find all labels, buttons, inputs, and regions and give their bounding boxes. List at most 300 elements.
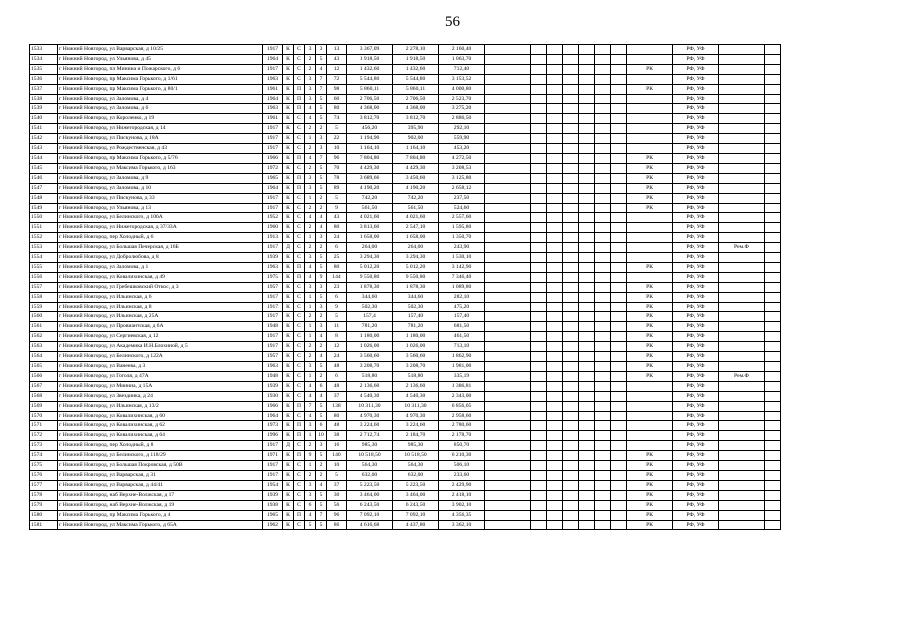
col-22-cell (765, 470, 781, 480)
funding-source-cell: РФ, УФ (673, 342, 719, 352)
col-13-cell (531, 470, 547, 480)
repair-fund-cell (719, 411, 765, 421)
apartments-cell: 140 (327, 451, 347, 461)
living-area-cell: 1 026,00 (393, 342, 439, 352)
table-row (30, 134, 781, 144)
col-22-cell (765, 352, 781, 362)
building-type-cell: П (294, 84, 305, 94)
table-row (30, 243, 781, 253)
living-area-cell: 10 311,30 (393, 401, 439, 411)
col-22-cell (765, 213, 781, 223)
address-cell: г Нижний Новгород, ул Большая Печерская, д 16Б (58, 243, 263, 253)
building-type-cell: С (294, 74, 305, 84)
col-15-cell (563, 223, 579, 233)
row-number-cell: 1577 (30, 480, 58, 490)
repair-fund-cell (719, 233, 765, 243)
table-row (30, 54, 781, 64)
row-number-cell: 1558 (30, 292, 58, 302)
col-22-cell (765, 272, 781, 282)
col-15-cell (563, 391, 579, 401)
col-22-cell (765, 401, 781, 411)
address-cell: г Нижний Новгород, ул Ульянова, д 13 (58, 203, 263, 213)
col-22-cell (765, 480, 781, 490)
col-15-cell (563, 322, 579, 332)
year-built-cell: 1961 (263, 84, 283, 94)
wall-material-cell: К (283, 193, 294, 203)
row-number-cell: 1560 (30, 312, 58, 322)
floors-cell: 5 (316, 183, 327, 193)
address-cell: г Нижний Новгород, ул Ильинская, д 25А (58, 312, 263, 322)
row-number-cell: 1551 (30, 223, 58, 233)
col-12-cell (485, 64, 531, 74)
address-cell: г Нижний Новгород, ул Гребешковский Откос, д 3 (58, 282, 263, 292)
building-type-cell: С (294, 391, 305, 401)
address-cell: г Нижний Новгород, ул Провиантская, д 6А (58, 322, 263, 332)
wall-material-cell: К (283, 312, 294, 322)
col-18-cell (611, 381, 627, 391)
col-14-cell (547, 84, 563, 94)
floors-cell: 7 (316, 84, 327, 94)
row-number-cell: 1545 (30, 163, 58, 173)
living-area-cell: 2 136,60 (393, 381, 439, 391)
living-area-cell: 4 021,60 (393, 213, 439, 223)
living-area-cell: 518,80 (393, 371, 439, 381)
year-built-cell: 1963 (263, 362, 283, 372)
building-type-cell: С (294, 461, 305, 471)
col-13-cell (531, 213, 547, 223)
floors-cell: 5 (316, 253, 327, 263)
total-area-cell: 564,30 (347, 461, 393, 471)
funding-source-cell: РФ, УФ (673, 401, 719, 411)
address-cell: г Нижний Новгород, ул Варварская, д 31 (58, 470, 263, 480)
apartments-cell: 13 (327, 45, 347, 55)
col-22-cell (765, 282, 781, 292)
row-number-cell: 1543 (30, 144, 58, 154)
col-17-cell (595, 213, 611, 223)
apartments-cell: 12 (327, 64, 347, 74)
floors-cell: 10 (316, 431, 327, 441)
residential-area-cell: 850,70 (439, 441, 485, 451)
repair-type-cell: РК (627, 461, 673, 471)
entrances-cell: 1 (305, 332, 316, 342)
col-12-cell (485, 461, 531, 471)
col-12-cell (485, 272, 531, 282)
col-16-cell (579, 64, 595, 74)
building-type-cell: С (294, 441, 305, 451)
living-area-cell: 2 184,70 (393, 431, 439, 441)
col-18-cell (611, 312, 627, 322)
col-16-cell (579, 262, 595, 272)
row-number-cell: 1559 (30, 302, 58, 312)
row-number-cell: 1553 (30, 243, 58, 253)
living-area-cell: 4 190,20 (393, 183, 439, 193)
living-area-cell: 4 429,30 (393, 163, 439, 173)
building-type-cell: С (294, 282, 305, 292)
col-12-cell (485, 193, 531, 203)
table-row (30, 84, 781, 94)
col-15-cell (563, 134, 579, 144)
col-16-cell (579, 421, 595, 431)
col-18-cell (611, 431, 627, 441)
repair-fund-cell (719, 332, 765, 342)
repair-fund-cell (719, 302, 765, 312)
entrances-cell: 6 (305, 500, 316, 510)
col-14-cell (547, 490, 563, 500)
wall-material-cell: К (283, 322, 294, 332)
year-built-cell: 1973 (263, 421, 283, 431)
col-12-cell (485, 342, 531, 352)
apartments-cell: 96 (327, 153, 347, 163)
col-17-cell (595, 193, 611, 203)
year-built-cell: 1961 (263, 114, 283, 124)
repair-type-cell: РК (627, 510, 673, 520)
col-15-cell (563, 500, 579, 510)
wall-material-cell: К (283, 282, 294, 292)
total-area-cell: 4 190,20 (347, 183, 393, 193)
row-number-cell: 1570 (30, 411, 58, 421)
building-type-cell: П (294, 510, 305, 520)
col-12-cell (485, 441, 531, 451)
repair-type-cell (627, 391, 673, 401)
building-type-cell: С (294, 54, 305, 64)
entrances-cell: 3 (305, 45, 316, 55)
col-17-cell (595, 520, 611, 530)
entrances-cell: 2 (305, 342, 316, 352)
col-17-cell (595, 233, 611, 243)
col-17-cell (595, 421, 611, 431)
repair-type-cell (627, 144, 673, 154)
repair-type-cell: РК (627, 480, 673, 490)
wall-material-cell: К (283, 401, 294, 411)
col-17-cell (595, 391, 611, 401)
residential-area-cell: 3 902,10 (439, 500, 485, 510)
address-cell: г Нижний Новгород, ул Гоголя, д 47А (58, 371, 263, 381)
living-area-cell: 264,00 (393, 243, 439, 253)
wall-material-cell: К (283, 84, 294, 94)
entrances-cell: 2 (305, 441, 316, 451)
col-16-cell (579, 470, 595, 480)
residential-area-cell: 3 125,80 (439, 173, 485, 183)
entrances-cell: 1 (305, 292, 316, 302)
row-number-cell: 1544 (30, 153, 58, 163)
col-14-cell (547, 312, 563, 322)
wall-material-cell: К (283, 470, 294, 480)
col-22-cell (765, 312, 781, 322)
col-15-cell (563, 480, 579, 490)
col-14-cell (547, 64, 563, 74)
col-12-cell (485, 302, 531, 312)
building-type-cell: П (294, 262, 305, 272)
col-17-cell (595, 470, 611, 480)
wall-material-cell: К (283, 411, 294, 421)
apartments-cell: 138 (327, 401, 347, 411)
apartments-cell: 43 (327, 213, 347, 223)
repair-type-cell: РК (627, 322, 673, 332)
living-area-cell: 1 164,10 (393, 144, 439, 154)
residential-area-cell: 1 063,70 (439, 54, 485, 64)
year-built-cell: 1971 (263, 451, 283, 461)
col-12-cell (485, 371, 531, 381)
repair-fund-cell (719, 490, 765, 500)
row-number-cell: 1580 (30, 510, 58, 520)
table-row (30, 253, 781, 263)
year-built-cell: 1938 (263, 500, 283, 510)
floors-cell: 5 (316, 500, 327, 510)
apartments-cell: 5 (327, 312, 347, 322)
floors-cell: 5 (316, 262, 327, 272)
living-area-cell: 3 812,70 (393, 114, 439, 124)
col-16-cell (579, 312, 595, 322)
col-22-cell (765, 371, 781, 381)
col-17-cell (595, 312, 611, 322)
repair-fund-cell (719, 381, 765, 391)
col-12-cell (485, 500, 531, 510)
address-cell: г Нижний Новгород, ул Ильинская, д 8 (58, 302, 263, 312)
living-area-cell: 4 540,30 (393, 391, 439, 401)
year-built-cell: 1917 (263, 134, 283, 144)
repair-fund-cell (719, 322, 765, 332)
col-17-cell (595, 124, 611, 134)
entrances-cell: 3 (305, 421, 316, 431)
address-cell: г Нижний Новгород, ул Большая Покровская, д 50В (58, 461, 263, 471)
col-17-cell (595, 54, 611, 64)
col-12-cell (485, 520, 531, 530)
col-16-cell (579, 124, 595, 134)
residential-area-cell: 1 862,90 (439, 352, 485, 362)
col-22-cell (765, 144, 781, 154)
col-18-cell (611, 45, 627, 55)
wall-material-cell: К (283, 45, 294, 55)
apartments-cell: 74 (327, 114, 347, 124)
funding-source-cell: РФ, УФ (673, 332, 719, 342)
col-22-cell (765, 520, 781, 530)
col-22-cell (765, 84, 781, 94)
floors-cell: 7 (316, 510, 327, 520)
year-built-cell: 1975 (263, 272, 283, 282)
col-14-cell (547, 391, 563, 401)
total-area-cell: 157,4 (347, 312, 393, 322)
col-17-cell (595, 64, 611, 74)
col-15-cell (563, 272, 579, 282)
funding-source-cell: РФ, УФ (673, 381, 719, 391)
col-14-cell (547, 243, 563, 253)
col-22-cell (765, 233, 781, 243)
building-type-cell: С (294, 500, 305, 510)
residential-area-cell: 282,10 (439, 292, 485, 302)
row-number-cell: 1567 (30, 381, 58, 391)
col-18-cell (611, 153, 627, 163)
col-15-cell (563, 302, 579, 312)
col-16-cell (579, 292, 595, 302)
total-area-cell: 4 021,60 (347, 213, 393, 223)
col-14-cell (547, 302, 563, 312)
repair-type-cell: РК (627, 371, 673, 381)
repair-fund-cell (719, 84, 765, 94)
row-number-cell: 1569 (30, 401, 58, 411)
floors-cell: 3 (316, 441, 327, 451)
col-18-cell (611, 411, 627, 421)
col-13-cell (531, 84, 547, 94)
col-15-cell (563, 510, 579, 520)
repair-fund-cell (719, 163, 765, 173)
row-number-cell: 1550 (30, 213, 58, 223)
entrances-cell: 3 (305, 362, 316, 372)
funding-source-cell: РФ, УФ (673, 451, 719, 461)
repair-fund-cell (719, 124, 765, 134)
address-cell: г Нижний Новгород, ул Варварская, д 44/41 (58, 480, 263, 490)
col-12-cell (485, 421, 531, 431)
year-built-cell: 1939 (263, 490, 283, 500)
entrances-cell: 4 (305, 272, 316, 282)
living-area-cell: 1 918,50 (393, 54, 439, 64)
building-type-cell: С (294, 342, 305, 352)
total-area-cell: 5 223,50 (347, 480, 393, 490)
col-18-cell (611, 193, 627, 203)
year-built-cell: 1939 (263, 381, 283, 391)
col-22-cell (765, 193, 781, 203)
col-14-cell (547, 461, 563, 471)
table-row (30, 461, 781, 471)
col-15-cell (563, 124, 579, 134)
col-22-cell (765, 124, 781, 134)
floors-cell: 2 (316, 342, 327, 352)
col-17-cell (595, 352, 611, 362)
floors-cell: 3 (316, 233, 327, 243)
col-14-cell (547, 173, 563, 183)
col-14-cell (547, 45, 563, 55)
col-13-cell (531, 480, 547, 490)
col-12-cell (485, 213, 531, 223)
total-area-cell: 561,50 (347, 203, 393, 213)
col-18-cell (611, 144, 627, 154)
apartments-cell: 80 (327, 411, 347, 421)
col-17-cell (595, 84, 611, 94)
col-17-cell (595, 510, 611, 520)
building-type-cell: С (294, 322, 305, 332)
residential-area-cell: 4 356,35 (439, 510, 485, 520)
floors-cell: 4 (316, 480, 327, 490)
repair-fund-cell (719, 510, 765, 520)
funding-source-cell: РФ, УФ (673, 193, 719, 203)
col-18-cell (611, 262, 627, 272)
col-16-cell (579, 54, 595, 64)
col-12-cell (485, 45, 531, 55)
wall-material-cell: К (283, 144, 294, 154)
col-14-cell (547, 223, 563, 233)
col-18-cell (611, 134, 627, 144)
living-area-cell: 781,20 (393, 322, 439, 332)
repair-fund-cell (719, 223, 765, 233)
year-built-cell: 1964 (263, 411, 283, 421)
col-12-cell (485, 124, 531, 134)
apartments-cell: 24 (327, 233, 347, 243)
building-type-cell: С (294, 45, 305, 55)
apartments-cell: 16 (327, 441, 347, 451)
col-15-cell (563, 203, 579, 213)
col-14-cell (547, 520, 563, 530)
table-row (30, 193, 781, 203)
col-18-cell (611, 203, 627, 213)
total-area-cell: 518,80 (347, 371, 393, 381)
col-16-cell (579, 441, 595, 451)
table-row (30, 510, 781, 520)
apartments-cell: 80 (327, 104, 347, 114)
col-14-cell (547, 451, 563, 461)
row-number-cell: 1535 (30, 64, 58, 74)
apartments-cell: 6 (327, 243, 347, 253)
repair-fund-cell (719, 441, 765, 451)
repair-fund-cell (719, 193, 765, 203)
funding-source-cell: РФ, УФ (673, 431, 719, 441)
col-17-cell (595, 292, 611, 302)
col-17-cell (595, 163, 611, 173)
row-number-cell: 1549 (30, 203, 58, 213)
row-number-cell: 1574 (30, 451, 58, 461)
entrances-cell: 1 (305, 134, 316, 144)
repair-type-cell (627, 223, 673, 233)
row-number-cell: 1572 (30, 431, 58, 441)
entrances-cell: 5 (305, 520, 316, 530)
repair-type-cell: РК (627, 193, 673, 203)
floors-cell: 5 (316, 490, 327, 500)
total-area-cell: 4 616,68 (347, 520, 393, 530)
col-15-cell (563, 401, 579, 411)
total-area-cell: 5 544,80 (347, 74, 393, 84)
entrances-cell: 2 (305, 243, 316, 253)
col-13-cell (531, 282, 547, 292)
funding-source-cell: РФ, УФ (673, 253, 719, 263)
col-16-cell (579, 173, 595, 183)
housing-register-table (29, 44, 781, 530)
wall-material-cell: К (283, 490, 294, 500)
entrances-cell: 2 (305, 144, 316, 154)
floors-cell: 9 (316, 272, 327, 282)
total-area-cell: 632,00 (347, 470, 393, 480)
living-area-cell: 344,60 (393, 292, 439, 302)
col-18-cell (611, 490, 627, 500)
col-14-cell (547, 272, 563, 282)
col-16-cell (579, 401, 595, 411)
living-area-cell: 10 518,50 (393, 451, 439, 461)
col-12-cell (485, 401, 531, 411)
repair-type-cell (627, 253, 673, 263)
repair-fund-cell (719, 144, 765, 154)
repair-fund-cell (719, 312, 765, 322)
col-17-cell (595, 332, 611, 342)
table-row (30, 94, 781, 104)
col-16-cell (579, 342, 595, 352)
col-16-cell (579, 480, 595, 490)
col-17-cell (595, 45, 611, 55)
floors-cell: 5 (316, 411, 327, 421)
col-13-cell (531, 193, 547, 203)
repair-type-cell: РК (627, 153, 673, 163)
floors-cell: 4 (316, 64, 327, 74)
table-row (30, 520, 781, 530)
col-14-cell (547, 233, 563, 243)
col-13-cell (531, 490, 547, 500)
repair-fund-cell (719, 183, 765, 193)
living-area-cell: 5 544,80 (393, 74, 439, 84)
col-18-cell (611, 510, 627, 520)
living-area-cell: 3 560,60 (393, 352, 439, 362)
col-17-cell (595, 173, 611, 183)
floors-cell: 5 (316, 94, 327, 104)
col-12-cell (485, 104, 531, 114)
apartments-cell: 86 (327, 520, 347, 530)
col-16-cell (579, 332, 595, 342)
wall-material-cell: К (283, 371, 294, 381)
